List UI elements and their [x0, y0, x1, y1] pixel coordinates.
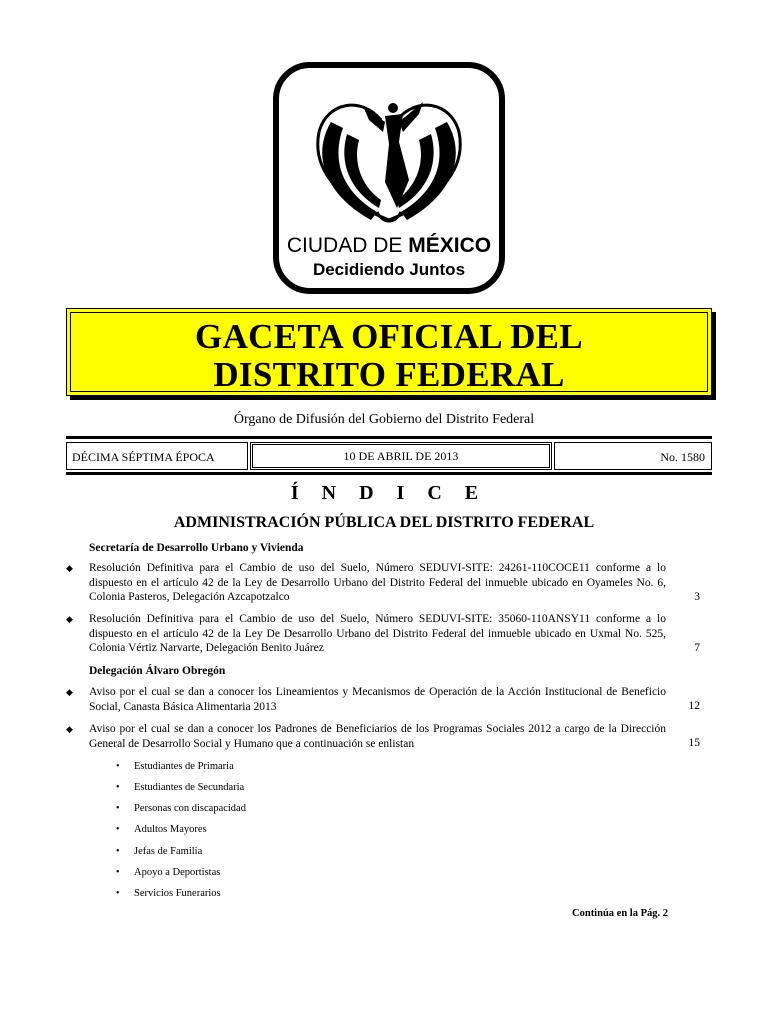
issue-number: No. 1580: [554, 442, 712, 470]
diamond-bullet-icon: ◆: [66, 687, 73, 697]
title-banner-frame: [70, 312, 708, 392]
index-entry-page: 7: [694, 642, 700, 654]
index-entry-text: Aviso por el cual se dan a conocer los Lineamientos y Mecanismos de Operación de la Acción Institucional de Beneficio Social, Canasta Básica Alimentaria 2013: [89, 686, 666, 713]
gazette-subtitle: Órgano de Difusión del Gobierno del Distrito Federal: [233, 412, 535, 427]
diamond-bullet-icon: ◆: [66, 724, 73, 734]
index-entry[interactable]: [66, 612, 712, 656]
issue-info-row: [66, 442, 712, 470]
logo-ciudad-de-mexico: [273, 62, 505, 294]
section-heading: ADMINISTRACIÓN PÚBLICA DEL DISTRITO FEDERAL: [173, 514, 595, 531]
program-label: Estudiantes de Secundaria: [134, 782, 245, 793]
program-label: Estudiantes de Primaria: [134, 761, 234, 772]
title-banner: [66, 308, 712, 396]
svg-text:CIUDAD DE MÉXICO: [287, 234, 491, 257]
bullet-dot-icon: •: [116, 782, 120, 793]
program-label: Personas con discapacidad: [134, 803, 246, 814]
group-heading-seduvi: Secretaría de Desarrollo Urbano y Vivienda: [89, 542, 304, 554]
bullet-dot-icon: •: [116, 761, 120, 772]
index-entry-text: Aviso por el cual se dan a conocer los Padrones de Beneficiarios de los Programas Sociales 2012 a cargo de la Dirección General de Desarrollo Social y Humano que a continuación se enlistan: [89, 723, 666, 750]
program-label: Adultos Mayores: [134, 824, 207, 835]
program-label: Servicios Funerarios: [134, 888, 221, 899]
index-entry-text: Resolución Definitiva para el Cambio de uso del Suelo, Número SEDUVI-SITE: 35060-110ANSY11 conforme a lo dispuesto en el artículo 42 de la Ley De Desarrollo Urbano del Distrito Federal del inmueble ubicado en Uxmal No. 525, Colonia Vértiz Narvarte, Delegación Benito Juárez: [89, 613, 666, 654]
continue-note: Continúa en la Pág. 2: [572, 908, 668, 919]
bullet-dot-icon: •: [116, 846, 120, 857]
logo-line1-regular: CIUDAD DE: [286, 234, 409, 257]
index-entry-page: 12: [688, 700, 700, 712]
bullet-dot-icon: •: [116, 803, 120, 814]
group-heading-alvaro-obregon: Delegación Álvaro Obregón: [89, 665, 226, 677]
rule-top: [66, 436, 712, 439]
bullet-dot-icon: •: [116, 824, 120, 835]
index-heading: Í N D I C E: [290, 482, 488, 504]
logo-line2: Decidiendo Juntos: [312, 260, 466, 279]
issue-date: 10 DE ABRIL DE 2013: [250, 442, 552, 470]
program-label: Jefas de Familia: [134, 846, 203, 857]
issue-epoch: DÉCIMA SÉPTIMA ÉPOCA: [66, 442, 248, 470]
gazette-title-line1: GACETA OFICIAL DEL: [195, 317, 583, 356]
index-entry[interactable]: [66, 561, 712, 605]
index-entry-text: Resolución Definitiva para el Cambio de uso del Suelo, Número SEDUVI-SITE: 24261-110COCE11 conforme a lo dispuesto en el artículo 42 de la Ley de Desarrollo Urbano del Distrito Federal del inmueble ubicado en Oyameles No. 6, Colonia Pasteros, Delegación Azcapotzalco: [89, 562, 666, 603]
diamond-bullet-icon: ◆: [66, 563, 73, 573]
logo-line1-bold: MÉXICO: [408, 234, 492, 257]
gazette-title-line2: DISTRITO FEDERAL: [213, 355, 565, 394]
index-entry-page: 15: [688, 737, 700, 749]
index-entry[interactable]: [66, 722, 712, 752]
diamond-bullet-icon: ◆: [66, 614, 73, 624]
angel-emblem-icon: [273, 62, 505, 294]
program-label: Apoyo a Deportistas: [134, 867, 221, 878]
index-entry-page: 3: [694, 591, 700, 603]
bullet-dot-icon: •: [116, 867, 120, 878]
bullet-dot-icon: •: [116, 888, 120, 899]
index-entry[interactable]: [66, 685, 712, 715]
rule-bottom: [66, 472, 712, 475]
